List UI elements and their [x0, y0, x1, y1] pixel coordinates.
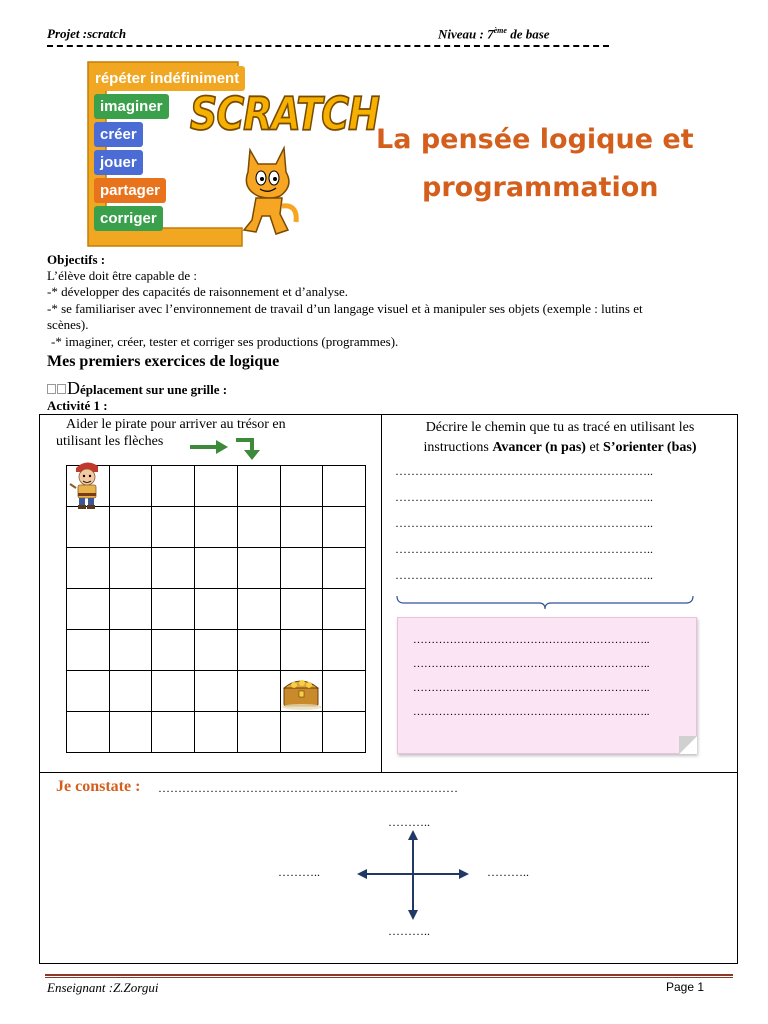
note-line-1[interactable]: ……………………………………………………….. [413, 634, 650, 646]
left-instruction-line2: utilisant les flèches [56, 434, 164, 449]
grid-cell[interactable] [152, 671, 195, 712]
block-repeat: répéter indéfiniment [89, 66, 245, 91]
page-number: Page 1 [666, 980, 705, 994]
grid-cell[interactable] [237, 589, 280, 630]
grid-cell[interactable] [67, 507, 110, 548]
objective-2: -* se familiariser avec l’environnement de travail d’un langage visuel et à manipuler ses objets (exemple : lutins et [47, 301, 643, 316]
grid-cell[interactable] [280, 712, 323, 753]
level-label [438, 26, 550, 42]
grid-cell[interactable] [109, 630, 152, 671]
brace-icon [396, 595, 694, 611]
grid-cell[interactable] [67, 712, 110, 753]
block-imagine: imaginer [94, 94, 169, 119]
instr-prefix: instructions [423, 440, 493, 455]
grid-cell[interactable] [109, 589, 152, 630]
constate-answer-line[interactable]: ………………………………………………………………… [158, 781, 458, 795]
page-title-line1: La pensée logique et [376, 124, 694, 155]
grid-cell[interactable] [280, 466, 323, 507]
checkbox-glyph [47, 384, 56, 394]
scratch-cat-icon [232, 142, 302, 237]
block-create: créer [94, 122, 143, 147]
note-line-4[interactable]: ……………………………………………………….. [413, 706, 650, 718]
grid-cell[interactable] [237, 466, 280, 507]
answer-line-1[interactable]: ……………………………………………………….. [395, 464, 653, 478]
grid-cell[interactable] [323, 466, 366, 507]
pirate-icon [68, 458, 104, 510]
block-play: jouer [94, 150, 143, 175]
footer-divider [45, 974, 733, 976]
grid-cell[interactable] [152, 507, 195, 548]
grid-cell[interactable] [152, 589, 195, 630]
level-suffix: de base [506, 26, 550, 42]
grid-cell[interactable] [67, 630, 110, 671]
scratch-logo: SCRATCH [190, 87, 379, 141]
objectives-intro: L’élève doit être capable de : [47, 268, 198, 283]
grid-cell[interactable] [109, 466, 152, 507]
grid-cell[interactable] [323, 507, 366, 548]
activity-label: Activité 1 : [47, 398, 108, 413]
note-line-2[interactable]: ……………………………………………………….. [413, 658, 650, 670]
grid-cell[interactable] [280, 507, 323, 548]
level-sup: ème [493, 26, 507, 35]
grid-cell[interactable] [237, 712, 280, 753]
grid-cell[interactable] [323, 671, 366, 712]
grid-cell[interactable] [109, 507, 152, 548]
checkbox-glyph [57, 384, 66, 394]
subsection-initial: D [67, 378, 80, 398]
right-instruction [390, 418, 730, 458]
objectives-heading: Objectifs : [47, 252, 106, 267]
objective-3: -* imaginer, créer, tester et corriger ses productions (programmes). [51, 334, 399, 349]
grid-cell[interactable] [280, 630, 323, 671]
subsection-title [47, 378, 227, 399]
grid-cell[interactable] [152, 712, 195, 753]
grid-cell[interactable] [195, 507, 238, 548]
grid-cell[interactable] [323, 548, 366, 589]
grid-cell[interactable] [109, 671, 152, 712]
cross-label-bottom[interactable]: ……….. [388, 924, 430, 938]
cross-label-left[interactable]: ……….. [278, 865, 320, 879]
answer-line-3[interactable]: ……………………………………………………….. [395, 516, 653, 530]
treasure-chest-icon [280, 676, 324, 710]
instr-and: et [585, 440, 604, 455]
grid-cell[interactable] [280, 548, 323, 589]
right-instruction-line1: Décrire le chemin que tu as tracé en utilisant les [425, 420, 695, 435]
direction-cross-icon [357, 830, 469, 920]
level-prefix: Niveau : 7 [438, 26, 494, 42]
grid-cell[interactable] [237, 630, 280, 671]
cross-label-right[interactable]: ……….. [487, 865, 529, 879]
grid-cell[interactable] [109, 548, 152, 589]
grid-cell[interactable] [323, 712, 366, 753]
grid-cell[interactable] [237, 548, 280, 589]
grid-cell[interactable] [67, 671, 110, 712]
grid-cell[interactable] [195, 589, 238, 630]
answer-line-5[interactable]: ……………………………………………………….. [395, 568, 653, 582]
section-title: Mes premiers exercices de logique [47, 353, 280, 370]
grid-cell[interactable] [280, 589, 323, 630]
footer-divider-thin [45, 977, 733, 978]
grid-cell[interactable] [195, 630, 238, 671]
exercise-column-divider [381, 414, 382, 772]
page-fold [679, 736, 697, 754]
grid-cell[interactable] [67, 589, 110, 630]
answer-line-4[interactable]: ……………………………………………………….. [395, 542, 653, 556]
objective-1: -* développer des capacités de raisonnement et d’analyse. [47, 284, 349, 299]
grid-cell[interactable] [195, 548, 238, 589]
grid-cell[interactable] [237, 507, 280, 548]
instr-orienter: S’orienter (bas) [603, 440, 697, 455]
grid-cell[interactable] [152, 630, 195, 671]
grid-cell[interactable] [152, 548, 195, 589]
block-fix: corriger [94, 206, 163, 231]
grid-cell[interactable] [195, 712, 238, 753]
grid-cell[interactable] [195, 671, 238, 712]
objective-2-cont: scènes). [47, 317, 89, 332]
exercise-row-divider [39, 772, 738, 773]
note-line-3[interactable]: ……………………………………………………….. [413, 682, 650, 694]
cross-label-top[interactable]: ……….. [388, 815, 430, 829]
grid-cell[interactable] [152, 466, 195, 507]
answer-note [397, 617, 697, 754]
grid-cell[interactable] [323, 630, 366, 671]
arrow-turn-down-icon [236, 436, 264, 460]
block-share: partager [94, 178, 166, 203]
page-title-line2: programmation [422, 172, 659, 203]
teacher-label: Enseignant :Z.Zorgui [47, 980, 159, 995]
grid-cell[interactable] [323, 589, 366, 630]
grid-cell[interactable] [67, 548, 110, 589]
grid-cell[interactable] [237, 671, 280, 712]
constate-label: Je constate : [56, 778, 141, 795]
grid-cell[interactable] [109, 712, 152, 753]
answer-line-2[interactable]: ……………………………………………………….. [395, 490, 653, 504]
header-divider [47, 45, 609, 47]
grid-cell[interactable] [195, 466, 238, 507]
subsection-rest: éplacement sur une grille : [80, 382, 228, 397]
instr-avancer: Avancer (n pas) [492, 440, 586, 455]
right-instruction-line2 [390, 438, 730, 458]
left-instruction-line1: Aider le pirate pour arriver au trésor en [66, 417, 286, 432]
arrow-right-icon [190, 440, 228, 454]
project-label: Projet :scratch [47, 26, 127, 41]
